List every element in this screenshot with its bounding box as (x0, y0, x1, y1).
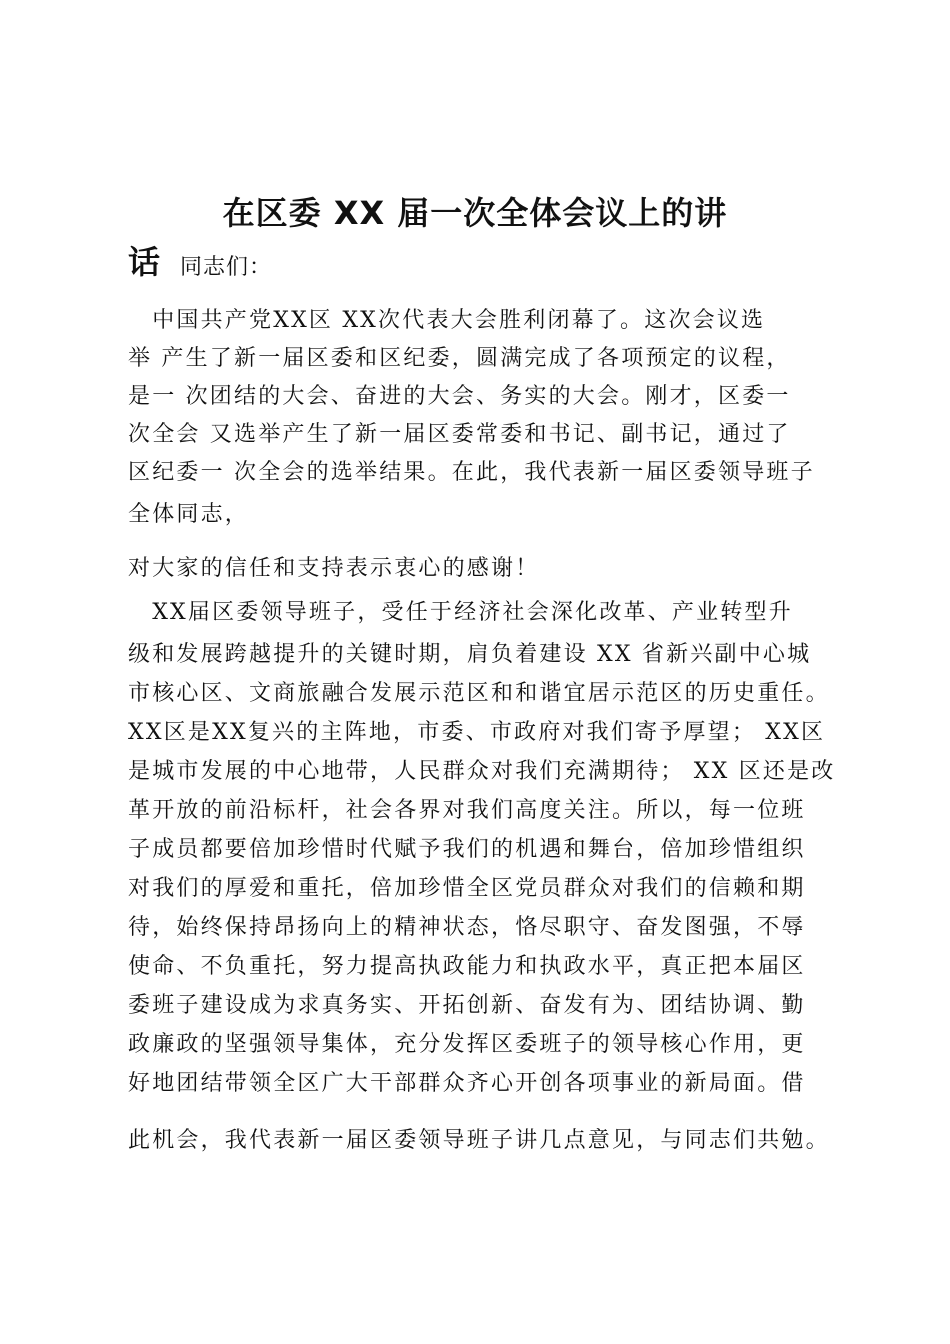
body-line: 待，始终保持昂扬向上的精神状态，恪尽职守、奋发图强，不辱 (128, 915, 806, 940)
body-line: 子成员都要倍加珍惜时代赋予我们的机遇和舞台，倍加珍惜组织 (128, 837, 806, 862)
document-title: 在区委 XX 届一次全体会议上的讲 (222, 194, 728, 232)
body-line: XX届区委领导班子，受任于经济社会深化改革、产业转型升 (128, 600, 793, 625)
body-line: 革开放的前沿标杆，社会各界对我们高度关注。所以，每一位班 (128, 798, 806, 823)
body-line: 好地团结带领全区广大干部群众齐心开创各项事业的新局面。借 (128, 1071, 806, 1096)
body-line: 是城市发展的中心地带，人民群众对我们充满期待； XX 区还是改 (128, 759, 836, 784)
body-line: 级和发展跨越提升的关键时期，肩负着建设 XX 省新兴副中心城 (128, 642, 812, 667)
body-line: 政廉政的坚强领导集体，充分发挥区委班子的领导核心作用，更 (128, 1032, 806, 1057)
body-line: 对我们的厚爱和重托，倍加珍惜全区党员群众对我们的信赖和期 (128, 876, 806, 901)
document-title-continued: 话 (128, 243, 161, 281)
body-line: 全体同志， (128, 502, 250, 527)
body-line: 中国共产党XX区 XX次代表大会胜利闭幕了。这次会议选 (128, 308, 766, 333)
body-line: 此机会，我代表新一届区委领导班子讲几点意见，与同志们共勉。 (128, 1128, 830, 1153)
salutation: 同志们： (180, 255, 273, 280)
body-line: 市核心区、文商旅融合发展示范区和和谐宜居示范区的历史重任。 (128, 681, 830, 706)
body-line: 举 产生了新一届区委和区纪委，圆满完成了各项预定的议程， (128, 346, 791, 371)
body-line: 使命、不负重托，努力提高执政能力和执政水平，真正把本届区 (128, 954, 806, 979)
body-line: XX区是XX复兴的主阵地，市委、市政府对我们寄予厚望； XX区 (128, 720, 826, 745)
body-line: 是一 次团结的大会、奋进的大会、务实的大会。刚才，区委一 (128, 384, 791, 409)
body-line: 区纪委一 次全会的选举结果。在此，我代表新一届区委领导班子 (128, 460, 815, 485)
body-line: 次全会 又选举产生了新一届区委常委和书记、副书记，通过了 (128, 422, 791, 447)
body-line: 委班子建设成为求真务实、开拓创新、奋发有为、团结协调、勤 (128, 993, 806, 1018)
body-line: 对大家的信任和支持表示衷心的感谢！ (128, 556, 540, 581)
